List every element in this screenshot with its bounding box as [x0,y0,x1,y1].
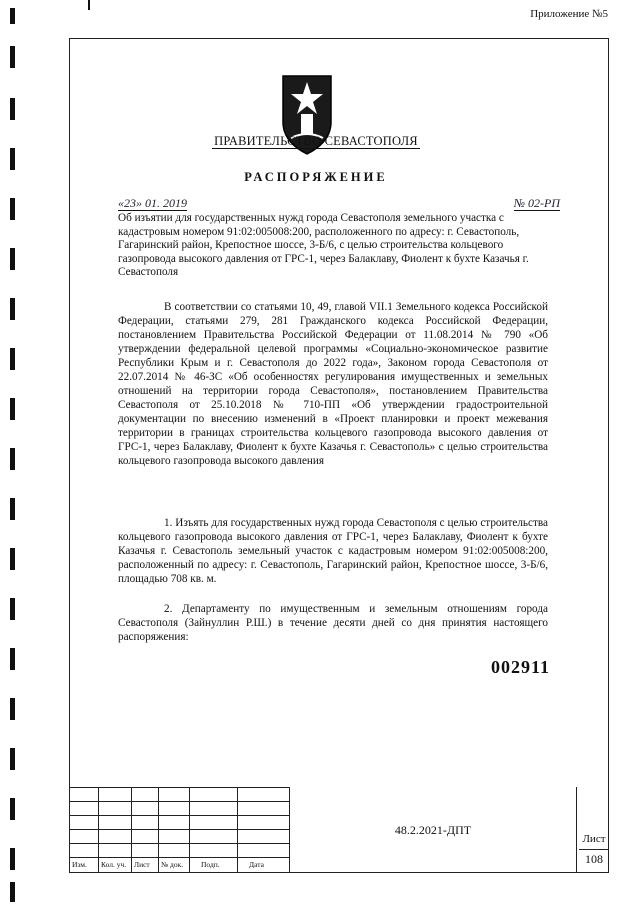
paragraph-item-1: 1. Изъять для государственных нужд города Севастополя с целью строительства кольцевого газопровода высокого давления от ГРС-1, через Балаклаву, Фиолент к бухте Казачья г. Севастополь земельный участок с кадастровым номером 91:02:005008:200, расположенный по адресу: г. Севастополь, Гагаринский район, Крепостное шоссе, 3-Б/6, площадью 708 кв. м. [118,517,548,585]
col-label-count: Кол. уч. [101,860,127,869]
annex-label: Приложение №5 [530,8,608,20]
serial-stamp: 002911 [490,657,550,677]
date-text: «23» 01. 2019 [118,196,187,210]
revision-grid [69,787,289,873]
paragraph-preamble: В соответствии со статьями 10, 49, главой VII.1 Земельного кодекса Российской Федерации, статьями 279, 281 Гражданского кодекса Российской Федерации, постановлением Правительства Российской Федерации от 11.08.2014 № 790 «Об утверждении федеральной целевой программы «Социально-экономическое развитие Республики Крым и г. Севастополя до 2022 года», Законом города Севастополя от 22.07.2014 № 46-ЗС «Об особенностях регулирования имущественных и земельных отношений на территории города Севастополя», постановлением Правительства Севастополя от 25.10.2018 № 710-ПП «Об утверждении градостроительной документации по внесению изменений в «Проект планировки и проект межевания территории в границах строительства кольцевого газопровода высокого давления от ГРС-1, через Балаклаву, Фиолент к бухте Казачья г. Севастополь» с целью строительства кольцевого газопровода высокого давления [118,301,548,467]
document-subject: Об изъятии для государственных нужд города Севастополя земельного участка с кадастровым номером 91:02:005008:200, расположенного по адресу: г. Севастополь, Гагаринский район, Крепостное шоссе, 3-Б/6, с целью строительства кольцевого газопровода высокого давления от ГРС-1, через Балаклаву, Фиолент к бухте Казачья г. Севастополя [118,212,529,278]
document-date [118,196,187,211]
paragraph-item-2: 2. Департаменту по имущественным и земельным отношениям города Севастополя (Зайнуллин Р.Ш.) в течение десяти дней со дня принятия настоящего распоряжения: [118,603,548,643]
sheet-number: 108 [579,849,609,867]
col-label-date: Дата [249,860,264,869]
col-label-change: Изм. [72,860,87,869]
title-block [69,787,609,873]
government-title [0,134,632,149]
col-label-doc-number: № док. [161,860,184,869]
number-text: № 02-РП [513,196,560,210]
sheet-label: Лист [582,833,606,845]
col-label-signature: Подп. [201,860,220,869]
document-code [289,787,577,873]
document-title: РАСПОРЯЖЕНИЕ [244,170,388,184]
document-number [514,196,560,211]
document-code-text: 48.2.2021-ДПТ [394,822,472,837]
government-text: ПРАВИТЕЛЬСТВО СЕВАСТОПОЛЯ [214,134,418,148]
col-label-sheet: Лист [134,860,150,869]
